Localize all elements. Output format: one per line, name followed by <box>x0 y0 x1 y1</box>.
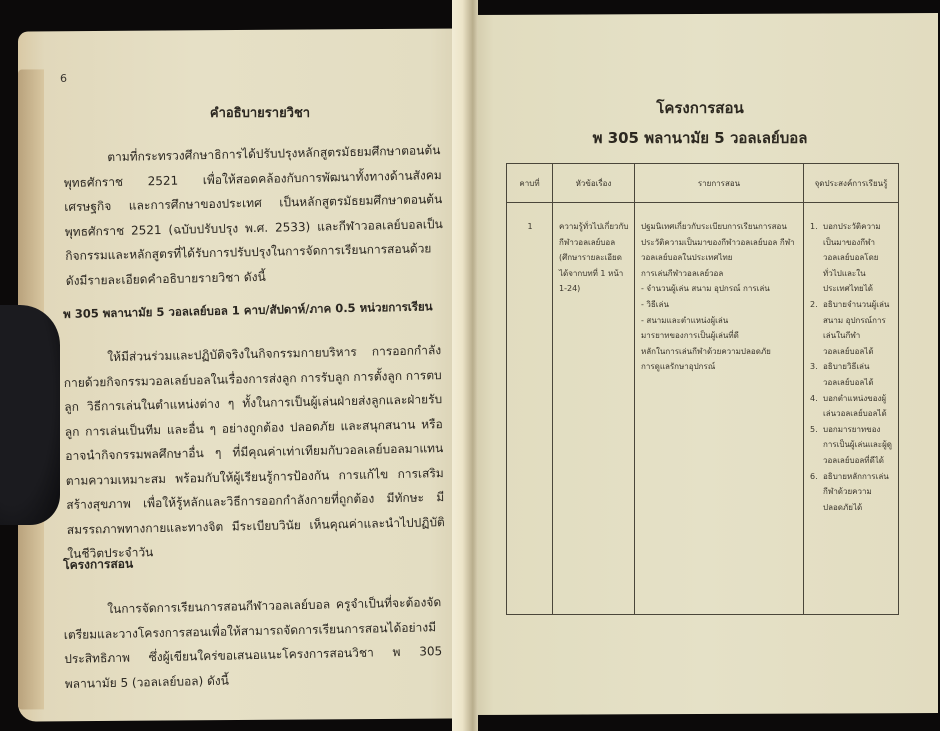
objectives-cell <box>804 203 899 615</box>
objective-item <box>810 469 893 516</box>
content-line: - สนามและตำแหน่งผู้เล่น <box>641 315 729 325</box>
section-paragraph-text: ในการจัดการเรียนการสอนกีฬาวอลเลย์บอล ครูจำเป็นที่จะต้องจัดเตรียมและวางโครงการสอนเพื่อให้สามารถจัดการเรียนการสอนได้อย่างมีประสิทธิภาพ ซึ่งผู้เขียนใคร่ขอเสนอแนะโครงการสอนวิชา พ 305 พลานามัย 5 (วอลเลย์บอล) ดังนี้ <box>63 595 443 691</box>
objective-number: 2. <box>810 299 818 309</box>
objective-text: อธิบายหลักการเล่นกีฬาด้วยความปลอดภัยได้ <box>823 471 889 512</box>
objective-text: อธิบายจำนวนผู้เล่น สนาม อุปกรณ์การเล่นในกีฬาวอลเลย์บอลได้ <box>823 299 890 356</box>
content-line: การดูแลรักษาอุปกรณ์ <box>641 362 716 372</box>
header-content: รายการสอน <box>635 164 804 203</box>
objective-item <box>810 219 893 297</box>
course-description-text: ให้มีส่วนร่วมและปฏิบัติจริงในกิจกรรมกายบริหาร การออกกำลังกายด้วยกิจกรรมวอลเลย์บอลในเรื่องการส่งลูก การรับลูก การตั้งลูก การตบลูก วิธีการเล่นในตำแหน่งต่าง ๆ ทั้งในการเป็นผู้เล่นฝ่ายส่งลูกและฝ่ายรับลูก การเล่นเป็นทีม และอื่น ๆ อย่างถูกต้อง ปลอดภัย และสนุกสนาน หรืออาจนำกิจกรรมพลศึกษาอื่น ๆ ที่มีคุณค่าเท่าเทียมกับวอลเลย์บอลมาแทนตามความเหมาะสม พร้อมกับให้ผู้เรียนรู้การป้องกัน การแก้ไข การเสริมสร้างสุขภาพ เพื่อให้รู้หลักและวิธีการออกกำลังกายที่ถูกต้อง มีทักษะ มีสมรรถภาพทางกายและทางจิต มีระเบียบวินัย เห็นคุณค่าและนำไปปฏิบัติในชีวิตประจำวัน <box>63 343 445 561</box>
objective-item <box>810 391 893 422</box>
objective-number: 5. <box>810 424 818 434</box>
teaching-plan-subtitle: พ 305 พลานามัย 5 วอลเลย์บอล <box>592 129 808 147</box>
header-objectives: จุดประสงค์การเรียนรู้ <box>804 164 899 203</box>
section-heading: โครงการสอน <box>63 556 134 572</box>
course-description <box>63 338 446 566</box>
table-header-row <box>507 164 899 203</box>
table-row <box>507 203 899 615</box>
content-line: การเล่นกีฬาวอลเลย์วอล <box>641 268 724 278</box>
content-cell <box>635 203 804 615</box>
book-gutter <box>452 0 478 731</box>
objective-number: 6. <box>810 471 818 481</box>
objective-text: อธิบายวิธีเล่นวอลเลย์บอลได้ <box>823 362 874 387</box>
thumb <box>0 305 60 525</box>
content-line: หลักในการเล่นกีฬาด้วยความปลอดภัย <box>641 346 771 356</box>
objective-item <box>810 422 893 469</box>
period-cell: 1 <box>507 203 553 615</box>
course-description-title: คำอธิบายรายวิชา <box>209 106 311 121</box>
objective-text: บอกตำแหน่งของผู้เล่นวอลเลย์บอลได้ <box>823 393 887 419</box>
topic-cell <box>553 203 635 615</box>
content-line: - จำนวนผู้เล่น สนาม อุปกรณ์ การเล่น <box>641 284 770 294</box>
course-heading: พ 305 พลานามัย 5 วอลเลย์บอล 1 คาบ/สัปดาห์/ภาค 0.5 หน่วยการเรียน <box>63 299 433 321</box>
content-line: ปฐมนิเทศเกี่ยวกับระเบียบการเรียนการสอน ประวัติความเป็นมาของกีฬาวอลเลย์บอล กีฬาวอลเลย์บอลในประเทศไทย <box>641 222 795 263</box>
intro-text: ตามที่กระทรวงศึกษาธิการได้ปรับปรุงหลักสูตรมัธยมศึกษาตอนต้น พุทธศักราช 2521 เพื่อให้สอดคล้องกับการพัฒนาทั้งทางด้านสังคม เศรษฐกิจ และการศึกษาของประเทศ เป็นหลักสูตรมัธยมศึกษาตอนต้น พุทธศักราช 2521 (ฉบับปรับปรุง พ.ศ. 2533) และกีฬาวอลเลย์บอลเป็นกิจกรรมและหลักสูตรที่ได้รับการปรับปรุงในการจัดการเรียนการสอนด้วย ดังมีรายละเอียดคำอธิบายรายวิชา ดังนี้ <box>63 143 443 288</box>
section-paragraph <box>63 590 443 696</box>
header-period: คาบที่ <box>507 164 553 203</box>
intro-paragraph <box>63 138 444 293</box>
topic-line: ความรู้ทั่วไปเกี่ยวกับกีฬาวอลเลย์บอล <box>559 222 629 247</box>
teaching-plan-table <box>506 163 899 615</box>
objective-number: 4. <box>810 393 818 403</box>
objective-item <box>810 359 893 390</box>
objective-item <box>810 297 893 359</box>
topic-line: (ศึกษารายละเอียดได้จากบทที่ 1 หน้า 1-24) <box>559 253 624 294</box>
objective-number: 3. <box>810 362 818 372</box>
header-topic: หัวข้อเรื่อง <box>553 164 635 203</box>
objective-number: 1. <box>810 222 818 231</box>
teaching-plan-title: โครงการสอน <box>656 99 744 117</box>
content-line: - วิธีเล่น <box>641 299 669 309</box>
page-number: 6 <box>60 72 67 85</box>
objective-text: บอกประวัติความเป็นมาของกีฬาวอลเลย์บอลโดยทั่วไปและในประเทศไทยได้ <box>823 222 881 294</box>
content-line: มารยาทของการเป็นผู้เล่นที่ดี <box>641 331 739 341</box>
objective-text: บอกมารยาทของการเป็นผู้เล่นและผู้ดูวอลเลย์บอลที่ดีได้ <box>823 424 892 465</box>
